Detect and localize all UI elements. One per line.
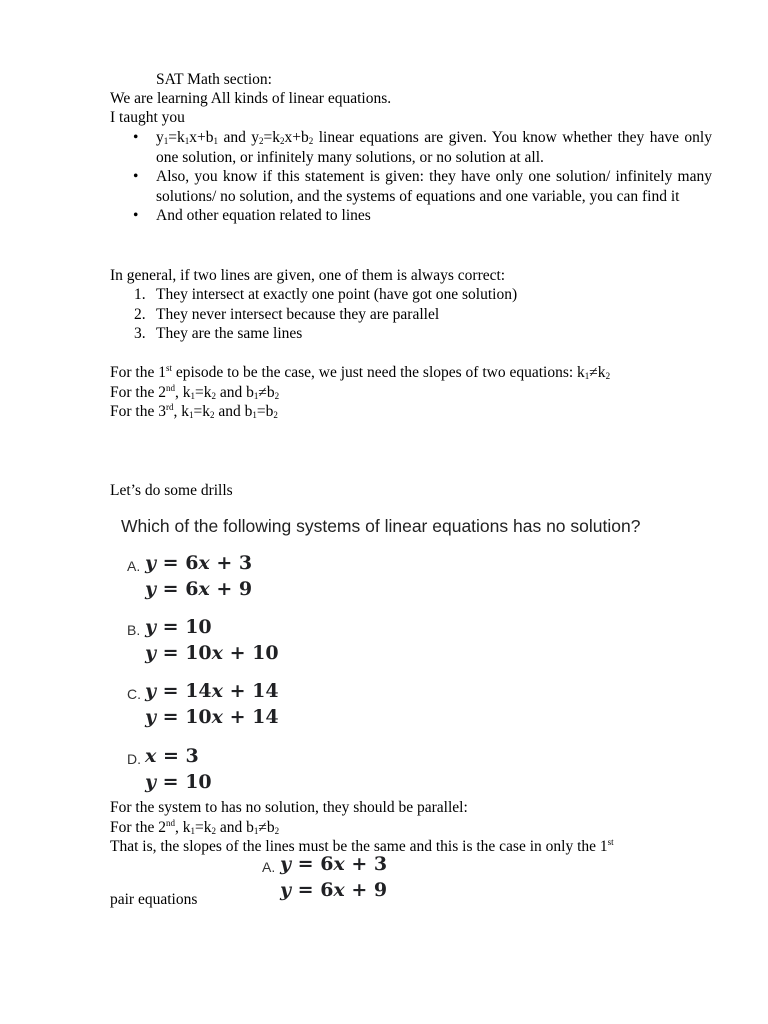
solution-line-3: That is, the slopes of the lines must be the same and this is the case in only the 1st (110, 837, 614, 855)
numbered-list (110, 285, 517, 344)
equation: y = 6x + 9 (280, 879, 388, 901)
section-heading: SAT Math section: (156, 71, 272, 88)
equation: x = 3 (145, 745, 199, 767)
bullet-item-1: • $y_1=k_1x+b_1$ and $y_2=k_2x+b_2$ linear equations are given. You know whether they have only one solution, or infinitely many solutions, or no solution at all. (133, 129, 712, 166)
general-intro: In general, if two lines are given, one of them is always correct: (110, 267, 506, 284)
bullet-list (110, 128, 712, 226)
solution-line-2: For the 2nd, $k_1=k_2$ and $b_1\ne b_2$ (110, 818, 280, 836)
intro-line: We are learning All kinds of linear equations. (110, 90, 392, 107)
equation: y = 10x + 14 (145, 706, 279, 728)
equation: y = 6x + 3 (145, 552, 253, 574)
case-3-line: For the 3rd, $k_1=k_2$ and $b_1=b_2$ (110, 402, 278, 420)
list-item: 2. They never intersect because they are parallel (134, 305, 440, 323)
answer-image: A. y = 6x + 3 y = 6x + 9 (262, 853, 388, 901)
bullet-item-2: • Also, you know if this statement is given: they have only one solution/ infinitely many solutions/ no solution, and the systems of equations and one variable, you can find it (133, 168, 712, 205)
case-1-line: For the 1st episode to be the case, we just need the slopes of two equations: $k_1\ne k_2$ (110, 363, 611, 381)
list-item: 1. They intersect at exactly one point (have got one solution) (134, 286, 518, 303)
case-2-line: For the 2nd, $k_1=k_2$ and $b_1\ne b_2$ (110, 383, 280, 401)
equation: y = 6x + 9 (145, 578, 253, 600)
bullet-icon: • (133, 168, 139, 185)
equation: y = 6x + 3 (280, 853, 388, 875)
bullet-icon: • (133, 207, 139, 224)
bullet-icon: • (133, 129, 139, 146)
drills-heading: Let’s do some drills (110, 482, 233, 499)
list-item: 3. They are the same lines (134, 325, 303, 342)
equation: y = 10 (145, 771, 212, 793)
equation: y = 10x + 10 (145, 642, 279, 664)
question-title: Which of the following systems of linear equations has no solution? (121, 516, 641, 536)
bullet-item-3: • And other equation related to lines (133, 207, 371, 224)
solution-line-4: pair equations (110, 891, 198, 908)
equation: y = 10 (145, 616, 212, 638)
intro-line-2: I taught you (110, 109, 185, 126)
equation: y = 14x + 14 (145, 680, 279, 702)
question-image: Which of the following systems of linear equations has no solution? A. y = 6x + 3 y = 6x + 9 B. y = 10 y = 10x + 10 C. y = 14x + 14 y = 10x + 14 D. x = 3 y = 10 (121, 516, 641, 793)
solution-line-1: For the system to has no solution, they should be parallel: (110, 799, 468, 816)
